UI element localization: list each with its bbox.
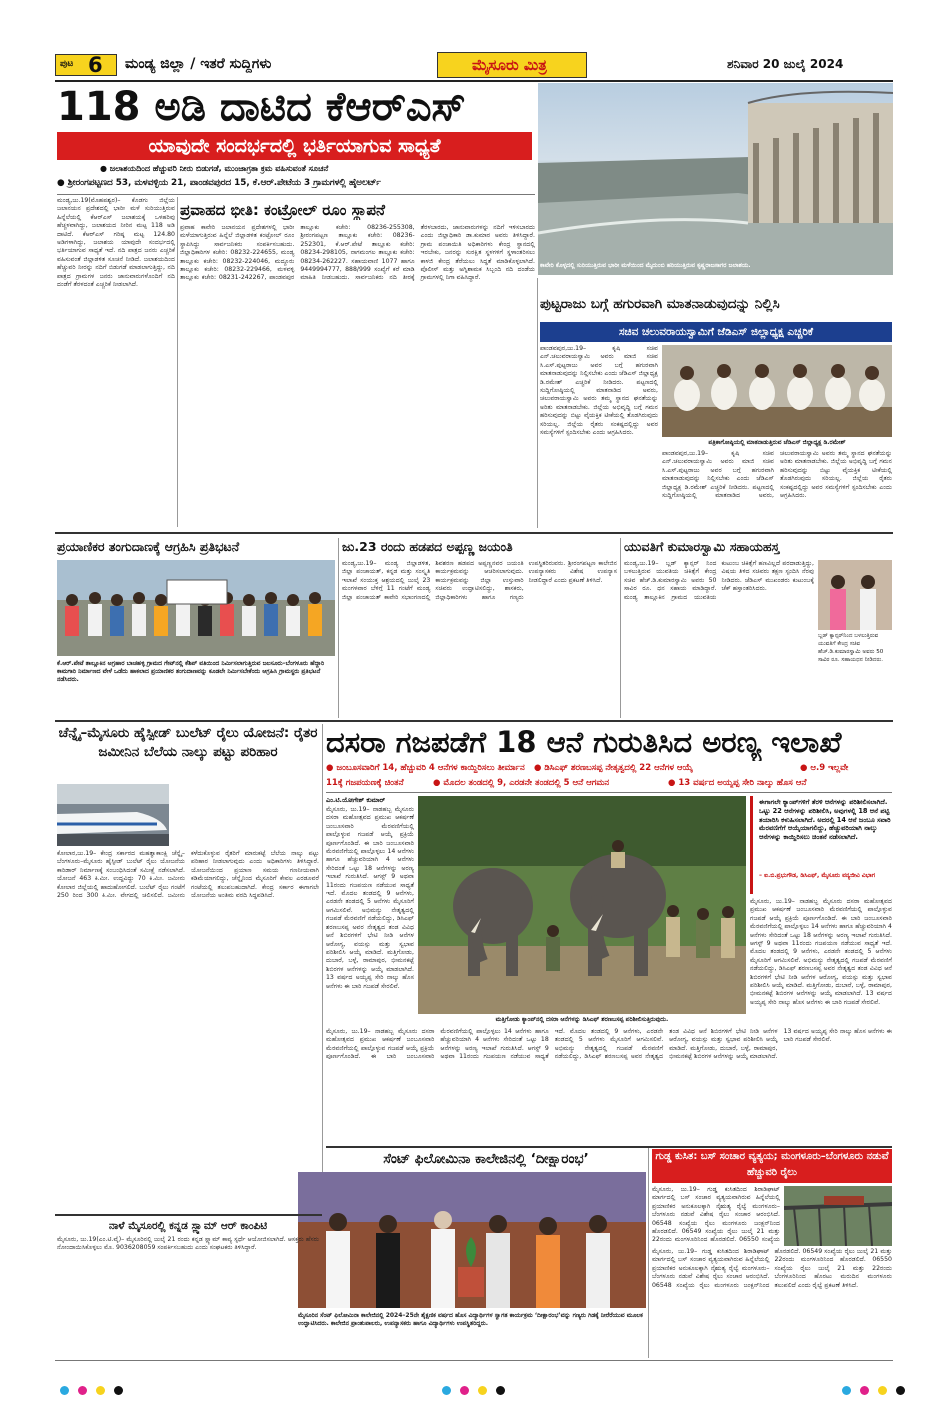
kumaraswamy-caption: ಬ್ಲಡ್ ಕ್ಯಾನ್ಸರ್‌ನಿಂದ ಬಳಲುತ್ತಿರುವ ಯುವತಿಗೆ ಕೇಂದ್ರ ಸಚಿವ ಹೆಚ್.ಡಿ.ಕುಮಾರಸ್ವಾಮಿ ಅವರು 50 ಸಾವಿರ ರೂ. ಸಹಾಯಧನ ನೀಡಿದರು. — [818, 633, 884, 663]
color-bar-center — [440, 1380, 507, 1399]
paper-name-box — [437, 52, 587, 78]
bullet-train-headline: ಚೆನ್ನೈ–ಮೈಸೂರು ಹೈಸ್ಪೀಡ್ ಬುಲೆಟ್ ರೈಲು ಯೋಜನೆ: ರೈತರ ಜಮೀನಿನ ಬೆಲೆಯ ನಾಲ್ಕು ಪಟ್ಟು ಪರಿಹಾರ — [58, 725, 318, 760]
section-rule-2 — [55, 720, 893, 722]
registration-dot-black — [496, 1386, 505, 1395]
kumaraswamy-body: ಮಂಡ್ಯ,ಜು.19– ಬ್ಲಡ್ ಕ್ಯಾನ್ಸರ್ ನಿಂದ ಬಳಲುತ್ತಿರುವ ಯುವತಿಯ ಚಿಕಿತ್ಸೆಗೆ ಕೇಂದ್ರ ಸಚಿವ ಹೆಚ್.ಡಿ.ಕುಮಾರಸ್ವಾಮಿ ಅವರು 50 ಸಾವಿರ ರೂ. ಧನ ಸಹಾಯ ಮಾಡಿದ್ದಾರೆ. ಮಂಡ್ಯ ತಾಲ್ಲೂಕಿನ ಗ್ರಾಮದ ಯುವತಿಯ ಕುಟುಂಬ ಚಿಕಿತ್ಸೆಗೆ ಹಣವಿಲ್ಲದೆ ಪರದಾಡುತ್ತಿದ್ದು, ವಿಷಯ ತಿಳಿದ ಸಚಿವರು ತಕ್ಷಣ ಸ್ಪಂದಿಸಿ ನೆರವು ನೀಡಿದರು. ಜೆಡಿಎಸ್ ಮುಖಂಡರು ಕುಟುಂಬಕ್ಕೆ ಚೆಕ್ ಹಸ್ತಾಂತರಿಸಿದರು. — [624, 560, 814, 601]
registration-dot-cyan — [442, 1386, 451, 1395]
color-bar-left — [58, 1380, 125, 1399]
rail-body-bottom: ಮೈಸೂರು, ಜು.19– ಗುಡ್ಡ ಕುಸಿತದಿಂದ ಶಿರಾಡಿಘಾಟ್ ಮಾರ್ಗದಲ್ಲಿ ಬಸ್ ಸಂಚಾರ ವ್ಯತ್ಯಯವಾಗಿರುವ ಹಿನ್ನೆಲೆಯಲ್ಲಿ ಪ್ರಯಾಣಿಕರ ಅನುಕೂಲಕ್ಕಾಗಿ ನೈಋತ್ಯ ರೈಲ್ವೆ ಮಂಗಳೂರು–ಬೆಂಗಳೂರು ನಡುವೆ ವಿಶೇಷ ರೈಲು ಸಂಚಾರ ಆರಂಭಿಸಿದೆ. 06548 ಸಂಖ್ಯೆಯ ರೈಲು ಮಂಗಳೂರು ಜಂಕ್ಷನ್‌ನಿಂದ ಹೊರಡಲಿದೆ. 06549 ಸಂಖ್ಯೆಯ ರೈಲು ಜುಲೈ 21 ಮತ್ತು 22ರಂದು ಮಂಗಳೂರಿನಿಂದ ಹೊರಡಲಿದೆ. 06550 ಸಂಖ್ಯೆಯ ರೈಲು ಜುಲೈ 21 ಮತ್ತು 22ರಂದು ಬೆಂಗಳೂರಿನಿಂದ ಹೊರಟು ಮರುದಿನ ಮಂಗಳೂರು ತಲುಪಲಿದೆ ಎಂದು ರೈಲ್ವೆ ಪ್ರಕಟಣೆ ತಿಳಿಸಿದೆ. — [652, 1248, 892, 1289]
dasara-quote-box — [750, 796, 892, 894]
col-divider-4 — [620, 538, 621, 718]
dasara-quote-author: – ಐ.ಬಿ.ಪ್ರಭುಗೌಡ, ಡಿಸಿಎಫ್, ಮೈಸೂರು ವನ್ಯಜೀವಿ ವಿಭಾಗ — [759, 872, 876, 879]
krs-photo-caption: ಕಾವೇರಿ ಕೊಳ್ಳದಲ್ಲಿ ಸುರಿಯುತ್ತಿರುವ ಭಾರೀ ಮಳೆಯಿಂದ ಮೈದುಂಬಿ ಹರಿಯುತ್ತಿರುವ ಕೃಷ್ಣರಾಜಸಾಗರ ಜಲಾಶಯ. — [540, 262, 751, 269]
bullet-train-body: ಕೋಲಾರ,ಜು.19– ಕೇಂದ್ರ ಸರ್ಕಾರದ ಮಹತ್ವಾಕಾಂಕ್ಷಿ ಚೆನ್ನೈ–ಬೆಂಗಳೂರು–ಮೈಸೂರು ಹೈಸ್ಪೀಡ್ ಬುಲೆಟ್ ರೈಲು ಯೋಜನೆಯ ಕಾರಿಡಾರ್ ನಿರ್ಮಾಣಕ್ಕೆ ಸಂಬಂಧಿಸಿದಂತೆ ಸಮೀಕ್ಷೆ ನಡೆಸಲಾಗಿದೆ. ಯೋಜನೆ 463 ಕಿ.ಮೀ. ಉದ್ದವಿದ್ದು 70 ಕಿ.ಮೀ. ಜಮೀನು ಕೋಲಾರ ಜಿಲ್ಲೆಯಲ್ಲಿ ಹಾದುಹೋಗಲಿದೆ. ಬುಲೆಟ್ ರೈಲು ಗಂಟೆಗೆ 250 ರಿಂದ 300 ಕಿ.ಮೀ. ವೇಗದಲ್ಲಿ ಚಲಿಸಲಿದೆ. ಜಮೀನು ಕಳೆದುಕೊಳ್ಳುವ ರೈತರಿಗೆ ಮಾರುಕಟ್ಟೆ ಬೆಲೆಯ ನಾಲ್ಕು ಪಟ್ಟು ಪರಿಹಾರ ನೀಡಲಾಗುವುದು ಎಂದು ಅಧಿಕಾರಿಗಳು ತಿಳಿಸಿದ್ದಾರೆ. ಯೋಜನೆಯಿಂದ ಪ್ರಯಾಣ ಸಮಯ ಗಣನೀಯವಾಗಿ ಕಡಿಮೆಯಾಗಲಿದ್ದು, ಚೆನ್ನೈನಿಂದ ಮೈಸೂರಿಗೆ ಕೇವಲ ಎರಡೂವರೆ ಗಂಟೆಯಲ್ಲಿ ತಲುಪಬಹುದಾಗಿದೆ. ಕೇಂದ್ರ ಸರ್ಕಾರ ಈಗಾಗಲೇ ಯೋಜನೆಯ ಅಂತಿಮ ವರದಿ ಸಿದ್ಧಪಡಿಸಿದೆ. — [57, 850, 319, 900]
kumaraswamy-illustration — [818, 560, 892, 630]
puttaraju-body-left: ಪಾಂಡವಪುರ,ಜು.19– ಕೃಷಿ ಸಚಿವ ಎನ್.ಚಲುವರಾಯಸ್ವಾಮಿ ಅವರು ಮಾಜಿ ಸಚಿವ ಸಿ.ಎಸ್.ಪುಟ್ಟರಾಜು ಅವರ ಬಗ್ಗೆ ಹಗುರವಾಗಿ ಮಾತನಾಡುವುದನ್ನು ನಿಲ್ಲಿಸಬೇಕು ಎಂದು ಜೆಡಿಎಸ್ ಜಿಲ್ಲಾಧ್ಯಕ್ಷ ಡಿ.ರಮೇಶ್ ಎಚ್ಚರಿಕೆ ನೀಡಿದರು. ಪಟ್ಟಣದಲ್ಲಿ ಸುದ್ದಿಗೋಷ್ಠಿಯಲ್ಲಿ ಮಾತನಾಡಿದ ಅವರು, ಚಲುವರಾಯಸ್ವಾಮಿ ಅವರು ತಮ್ಮ ಸ್ಥಾನದ ಘನತೆಯನ್ನು ಅರಿತು ಮಾತನಾಡಬೇಕು. ಜಿಲ್ಲೆಯ ಅಭಿವೃದ್ಧಿ ಬಗ್ಗೆ ಗಮನ ಹರಿಸುವುದನ್ನು ಬಿಟ್ಟು ವೈಯಕ್ತಿಕ ಟೀಕೆಯಲ್ಲಿ ತೊಡಗಿರುವುದು ಸರಿಯಲ್ಲ. ಜಿಲ್ಲೆಯ ರೈತರು ಸಂಕಷ್ಟದಲ್ಲಿದ್ದು ಅವರ ಸಮಸ್ಯೆಗಳಿಗೆ ಸ್ಪಂದಿಸಬೇಕು ಎಂದು ಆಗ್ರಹಿಸಿದರು. — [540, 345, 658, 437]
dasara-byline: ಎಂ.ಟಿ.ಯೋಗೇಶ್ ಕುಮಾರ್ — [326, 796, 386, 804]
lead-headline: 118 ಅಡಿ ದಾಟಿದ ಕೆಆರ್‌ಎಸ್ — [57, 84, 466, 130]
kumaraswamy-photo — [818, 560, 892, 630]
dasara-bullet-3: ● ಆ.9 ಇಲ್ಲವೇ — [800, 763, 849, 773]
col-divider-1 — [177, 197, 178, 527]
dasara-quote: ಈಗಾಗಲೇ ಕ್ಯಾಂಪ್‌ಗಳಿಗೆ ತೆರಳಿ ಆನೆಗಳನ್ನು ಪರಿಶೀಲಿಸಲಾಗಿದೆ. ಒಟ್ಟು 22 ಆನೆಗಳನ್ನು ಪರಿಶೀಲಿಸಿ, ಅವುಗಳಲ್ಲಿ 18 ಆನೆ ಪಟ್ಟಿ ತಯಾರಿಸಿ ಕಳುಹಿಸಲಾಗಿದೆ. ಅದರಲ್ಲಿ 14 ಆನೆ ಜಂಬೂ ಸವಾರಿ ಮೆರವಣಿಗೆಗೆ ಆಯ್ಕೆಯಾಗಲಿದ್ದು, ಹೆಚ್ಚುವರಿಯಾಗಿ ನಾಲ್ಕು ಆನೆಗಳನ್ನು ಕಾಯ್ದಿರಿಸಲು ಚಿಂತನೆ ನಡೆಸಲಾಗಿದೆ. — [759, 798, 891, 842]
control-room-body: ಪ್ರವಾಹ ಕಾವೇರಿ ಜಲಾನಯನ ಪ್ರದೇಶಗಳಲ್ಲಿ ಭಾರೀ ಮಳೆಯಾಗುತ್ತಿರುವ ಹಿನ್ನೆಲೆ ಜಿಲ್ಲಾಡಳಿತ ಕಂಟ್ರೋಲ್ ರೂಂ ಸ್ಥಾಪಿಸಿದ್ದು ಸಾರ್ವಜನಿಕರು ಸಂಪರ್ಕಿಸಬಹುದು. ಜಿಲ್ಲಾಧಿಕಾರಿಗಳ ಕಚೇರಿ: 08232-224655, ಮಂಡ್ಯ ತಾಲ್ಲೂಕು ಕಚೇರಿ: 08232-224046, ಮದ್ದೂರು ತಾಲ್ಲೂಕು ಕಚೇರಿ: 08232-229466, ಮಳವಳ್ಳಿ ತಾಲ್ಲೂಕು ಕಚೇರಿ: 08231-242267, ಪಾಂಡವಪುರ ತಾಲ್ಲೂಕು ಕಚೇರಿ: 08236-255308, ಶ್ರೀರಂಗಪಟ್ಟಣ ತಾಲ್ಲೂಕು ಕಚೇರಿ: 08236-252301, ಕೆ.ಆರ್.ಪೇಟೆ ತಾಲ್ಲೂಕು ಕಚೇರಿ: 08234-298105, ನಾಗಮಂಗಲ ತಾಲ್ಲೂಕು ಕಚೇರಿ: 08234-262227. ಸಹಾಯವಾಣಿ 1077 ಹಾಗೂ 9449994777, 888/999 ಸಂಖ್ಯೆಗೆ ಕರೆ ಮಾಡಿ ಮಾಹಿತಿ ನೀಡಬಹುದು. ಸಾರ್ವಜನಿಕರು ನದಿ ತೀರಕ್ಕೆ ತೆರಳಬಾರದು, ಜಾನುವಾರುಗಳನ್ನು ನದಿಗೆ ಇಳಿಸಬಾರದು ಎಂದು ಜಿಲ್ಲಾಧಿಕಾರಿ ಡಾ.ಕುಮಾರ ಅವರು ತಿಳಿಸಿದ್ದಾರೆ. ಗ್ರಾಮ ಪಂಚಾಯಿತಿ ಅಧಿಕಾರಿಗಳು ಕೇಂದ್ರ ಸ್ಥಾನದಲ್ಲಿ ಇರಬೇಕು, ಜನರನ್ನು ಸುರಕ್ಷಿತ ಸ್ಥಳಗಳಿಗೆ ಸ್ಥಳಾಂತರಿಸಲು ಕಾಳಜಿ ಕೇಂದ್ರ ತೆರೆಯಲು ಸಿದ್ಧತೆ ಮಾಡಿಕೊಳ್ಳಲಾಗಿದೆ. ಪೊಲೀಸ್ ಮತ್ತು ಅಗ್ನಿಶಾಮಕ ಸಿಬ್ಬಂದಿ ನದಿ ದಂಡೆಯ ಗ್ರಾಮಗಳಲ್ಲಿ ನಿಗಾ ವಹಿಸಿದ್ದಾರೆ. — [180, 224, 535, 282]
registration-dot-black — [896, 1386, 905, 1395]
elephants-photo — [418, 796, 746, 1014]
dasara-rule — [326, 792, 892, 793]
registration-dot-yellow — [478, 1386, 487, 1395]
paper-name: ಮೈಸೂರು ಮಿತ್ರ — [472, 56, 547, 74]
press-meet-caption: ಪತ್ರಿಕಾಗೋಷ್ಠಿಯಲ್ಲಿ ಮಾತನಾಡುತ್ತಿರುವ ಜೆಡಿಎಸ್ ಜಿಲ್ಲಾಧ್ಯಕ್ಷ ಡಿ.ರಮೇಶ್ — [708, 439, 846, 446]
dasara-body-left: ಮೈಸೂರು, ಜು.19– ನಾಡಹಬ್ಬ ಮೈಸೂರು ದಸರಾ ಮಹೋತ್ಸವದ ಪ್ರಮುಖ ಆಕರ್ಷಣೆ ಜಂಬೂಸವಾರಿ ಮೆರವಣಿಗೆಯಲ್ಲಿ ಪಾಲ್ಗೊಳ್ಳುವ ಗಜಪಡೆ ಆಯ್ಕೆ ಪ್ರಕ್ರಿಯೆ ಪೂರ್ಣಗೊಂಡಿದೆ. ಈ ಬಾರಿ ಜಂಬೂಸವಾರಿ ಮೆರವಣಿಗೆಯಲ್ಲಿ ಪಾಲ್ಗೊಳ್ಳಲು 14 ಆನೆಗಳು ಹಾಗೂ ಹೆಚ್ಚುವರಿಯಾಗಿ 4 ಆನೆಗಳು ಸೇರಿದಂತೆ ಒಟ್ಟು 18 ಆನೆಗಳನ್ನು ಅರಣ್ಯ ಇಲಾಖೆ ಗುರುತಿಸಿದೆ. ಆಗಸ್ಟ್ 9 ಅಥವಾ 11ರಂದು ಗಜಪಯಣ ನಡೆಯುವ ಸಾಧ್ಯತೆ ಇದೆ. ಮೊದಲ ತಂಡದಲ್ಲಿ 9 ಆನೆಗಳು, ಎರಡನೇ ತಂಡದಲ್ಲಿ 5 ಆನೆಗಳು ಮೈಸೂರಿಗೆ ಆಗಮಿಸಲಿವೆ. ಅಭಿಮನ್ಯು ನೇತೃತ್ವದಲ್ಲಿ ಗಜಪಡೆ ಮೆರವಣಿಗೆ ನಡೆಯಲಿದ್ದು, ಡಿಸಿಎಫ್ ಶರಣಬಸಪ್ಪ ಅವರ ನೇತೃತ್ವದ ತಂಡ ವಿವಿಧ ಆನೆ ಶಿಬಿರಗಳಿಗೆ ಭೇಟಿ ನೀಡಿ ಆನೆಗಳ ಆರೋಗ್ಯ, ವಯಸ್ಸು ಮತ್ತು ಸ್ವಭಾವ ಪರಿಶೀಲಿಸಿ ಆಯ್ಕೆ ಮಾಡಿದೆ. ಮತ್ತಿಗೋಡು, ದುಬಾರೆ, ಬಳ್ಳೆ, ರಾಮಾಪುರ, ಭೀಮನಕಟ್ಟೆ ಶಿಬಿರಗಳ ಆನೆಗಳನ್ನು ಆಯ್ಕೆ ಮಾಡಲಾಗಿದೆ. 13 ವರ್ಷದ ಅಯ್ಯಪ್ಪ ಸೇರಿ ನಾಲ್ಕು ಹೊಸ ಆನೆಗಳು ಈ ಬಾರಿ ಗಜಪಡೆ ಸೇರಲಿವೆ. — [326, 806, 414, 990]
jayanthi-headline: ಜು.23 ರಂದು ಹಡಪದ ಅಪ್ಪಣ್ಣ ಜಯಂತಿ — [342, 539, 513, 554]
dasara-bullet-5: ● ಮೊದಲ ತಂಡದಲ್ಲಿ 9, ಎರಡನೇ ತಂಡದಲ್ಲಿ 5 ಆನೆ ಆಗಮನ — [433, 778, 610, 788]
bullet-train-photo — [57, 784, 169, 846]
dasara-bullet-6: ● 13 ವರ್ಷದ ಅಯ್ಯಪ್ಪ ಸೇರಿ ನಾಲ್ಕು ಹೊಸ ಆನೆ — [668, 778, 807, 788]
krs-dam-photo — [538, 83, 893, 275]
masthead — [55, 52, 893, 78]
puttaraju-headline: ಪುಟ್ಟರಾಜು ಬಗ್ಗೆ ಹಗುರವಾಗಿ ಮಾತನಾಡುವುದನ್ನು ನಿಲ್ಲಿಸಿ — [540, 296, 780, 312]
rally-headline: ನಾಳೆ ಮೈಸೂರಲ್ಲಿ ಕನ್ನಡ ಸ್ಲ್ಯಾಮ್ ಆರ್ ಕಾಂಪಿಟಿ — [108, 1220, 268, 1232]
lead-subhead: ಯಾವುದೇ ಸಂದರ್ಭದಲ್ಲಿ ಭರ್ತಿಯಾಗುವ ಸಾಧ್ಯತೆ — [57, 132, 532, 160]
elephants-caption: ಮತ್ತಿಗೋಡು ಕ್ಯಾಂಪ್‌ನಲ್ಲಿ ದಸರಾ ಆನೆಗಳನ್ನು ಡಿಸಿಎಫ್ ಶರಣಬಸಪ್ಪ ಪರಿಶೀಲಿಸುತ್ತಿರುವುದು. — [495, 1016, 669, 1023]
masthead-rule — [55, 80, 893, 82]
registration-dot-magenta — [78, 1386, 87, 1395]
section-rule-4 — [55, 1214, 322, 1216]
philomena-photo — [298, 1172, 646, 1308]
issue-date: ಶನಿವಾರ 20 ಜುಲೈ 2024 — [727, 57, 844, 71]
philomena-illustration — [298, 1172, 646, 1308]
elephants-illustration — [418, 796, 746, 1014]
col-divider-5 — [322, 724, 323, 1212]
rail-headline: ಗುಡ್ಡ ಕುಸಿತ: ಬಸ್ ಸಂಚಾರ ವ್ಯತ್ಯಯ; ಮಂಗಳೂರು–ಬೆಂಗಳೂರು ನಡುವೆ ಹೆಚ್ಚುವರಿ ರೈಲು — [652, 1149, 892, 1183]
rally-body: ಮೈಸೂರು, ಜು.19(ಎಂ.ಟಿ.ವೈ)– ಮೈಸೂರಿನಲ್ಲಿ ಜುಲೈ 21 ರಂದು ಕನ್ನಡ ಸ್ಲ್ಯಾಮ್ ಕಾವ್ಯ ಸ್ಪರ್ಧೆ ಆಯೋಜಿಸಲಾಗಿದೆ. ಆಸಕ್ತರು ಹೆಸರು ನೋಂದಾಯಿಸಿಕೊಳ್ಳಲು ಮೊ. 9036208059 ಸಂಪರ್ಕಿಸಬಹುದು ಎಂದು ಸಂಘಟಕರು ತಿಳಿಸಿದ್ದಾರೆ. — [57, 1236, 319, 1252]
kumaraswamy-headline: ಯುವತಿಗೆ ಕುಮಾರಸ್ವಾಮಿ ಸಹಾಯಹಸ್ತ — [624, 539, 780, 554]
dasara-body-bottom: ಮೈಸೂರು, ಜು.19– ನಾಡಹಬ್ಬ ಮೈಸೂರು ದಸರಾ ಮಹೋತ್ಸವದ ಪ್ರಮುಖ ಆಕರ್ಷಣೆ ಜಂಬೂಸವಾರಿ ಮೆರವಣಿಗೆಯಲ್ಲಿ ಪಾಲ್ಗೊಳ್ಳುವ ಗಜಪಡೆ ಆಯ್ಕೆ ಪ್ರಕ್ರಿಯೆ ಪೂರ್ಣಗೊಂಡಿದೆ. ಈ ಬಾರಿ ಜಂಬೂಸವಾರಿ ಮೆರವಣಿಗೆಯಲ್ಲಿ ಪಾಲ್ಗೊಳ್ಳಲು 14 ಆನೆಗಳು ಹಾಗೂ ಹೆಚ್ಚುವರಿಯಾಗಿ 4 ಆನೆಗಳು ಸೇರಿದಂತೆ ಒಟ್ಟು 18 ಆನೆಗಳನ್ನು ಅರಣ್ಯ ಇಲಾಖೆ ಗುರುತಿಸಿದೆ. ಆಗಸ್ಟ್ 9 ಅಥವಾ 11ರಂದು ಗಜಪಯಣ ನಡೆಯುವ ಸಾಧ್ಯತೆ ಇದೆ. ಮೊದಲ ತಂಡದಲ್ಲಿ 9 ಆನೆಗಳು, ಎರಡನೇ ತಂಡದಲ್ಲಿ 5 ಆನೆಗಳು ಮೈಸೂರಿಗೆ ಆಗಮಿಸಲಿವೆ. ಅಭಿಮನ್ಯು ನೇತೃತ್ವದಲ್ಲಿ ಗಜಪಡೆ ಮೆರವಣಿಗೆ ನಡೆಯಲಿದ್ದು, ಡಿಸಿಎಫ್ ಶರಣಬಸಪ್ಪ ಅವರ ನೇತೃತ್ವದ ತಂಡ ವಿವಿಧ ಆನೆ ಶಿಬಿರಗಳಿಗೆ ಭೇಟಿ ನೀಡಿ ಆನೆಗಳ ಆರೋಗ್ಯ, ವಯಸ್ಸು ಮತ್ತು ಸ್ವಭಾವ ಪರಿಶೀಲಿಸಿ ಆಯ್ಕೆ ಮಾಡಿದೆ. ಮತ್ತಿಗೋಡು, ದುಬಾರೆ, ಬಳ್ಳೆ, ರಾಮಾಪುರ, ಭೀಮನಕಟ್ಟೆ ಶಿಬಿರಗಳ ಆನೆಗಳನ್ನು ಆಯ್ಕೆ ಮಾಡಲಾಗಿದೆ. 13 ವರ್ಷದ ಅಯ್ಯಪ್ಪ ಸೇರಿ ನಾಲ್ಕು ಹೊಸ ಆನೆಗಳು ಈ ಬಾರಿ ಗಜಪಡೆ ಸೇರಲಿವೆ. — [326, 1028, 892, 1061]
registration-dot-magenta — [460, 1386, 469, 1395]
protest-caption: ಕೆ.ಆರ್.ಪೇಟೆ ತಾಲ್ಲೂಕಿನ ಅಗ್ರಹಾರ ಬಾಚಹಳ್ಳಿ ಗ್ರಾಮದ ಗೇಟ್‌ನಲ್ಲಿ ಕೆಶಿಪ್ ವತಿಯಿಂದ ನಿರ್ಮಿಸಲಾಗುತ್ತಿರುವ ಜಲಸೂರು–ಬೆಂಗಳೂರು ಹೆದ್ದಾರಿ ಕಾಮಗಾರಿ ನಿರ್ಮಾಣದ ವೇಳೆ ಒಡೆದು ಹಾಕಲಾದ ಪ್ರಯಾಣಿಕರ ತಂಗುದಾಣವನ್ನು ಕೂಡಲೇ ನಿರ್ಮಿಸಬೇಕೆಂದು ಆಗ್ರಹಿಸಿ ಗ್ರಾಮಸ್ಥರು ಪ್ರತಿಭಟನೆ ನಡೆಸಿದರು. — [57, 660, 325, 683]
registration-dot-yellow — [96, 1386, 105, 1395]
press-meet-illustration — [662, 345, 892, 437]
col-divider-2 — [537, 278, 538, 528]
lead-bullet-1: ● ಜಲಾಶಯದಿಂದ ಹೆಚ್ಚುವರಿ ನೀರು ಬಿಡುಗಡೆ, ಮುಂಜಾಗ್ರತಾ ಕ್ರಮ ವಹಿಸುವಂತೆ ಸೂಚನೆ — [100, 164, 329, 173]
registration-dot-black — [114, 1386, 123, 1395]
jayanthi-body: ಮಂಡ್ಯ,ಜು.19– ಮಂಡ್ಯ ಜಿಲ್ಲಾಡಳಿತ, ಜಿಲ್ಲಾ ಪಂಚಾಯತ್, ಕನ್ನಡ ಮತ್ತು ಸಂಸ್ಕೃತಿ ಇಲಾಖೆ ಸಂಯುಕ್ತ ಆಶ್ರಯದಲ್ಲಿ ಜುಲೈ 23 ಮಂಗಳವಾರ ಬೆಳಿಗ್ಗೆ 11 ಗಂಟೆಗೆ ಮಂಡ್ಯ ಜಿಲ್ಲಾ ಪಂಚಾಯತ್ ಕಾವೇರಿ ಸಭಾಂಗಣದಲ್ಲಿ ಶಿವಶರಣ ಹಡಪದ ಅಪ್ಪಣ್ಣನವರ ಜಯಂತಿ ಕಾರ್ಯಕ್ರಮವನ್ನು ಆಚರಿಸಲಾಗುವುದು. ಕಾರ್ಯಕ್ರಮವನ್ನು ಜಿಲ್ಲಾ ಉಸ್ತುವಾರಿ ಸಚಿವರು ಉದ್ಘಾಟಿಸಲಿದ್ದು, ಶಾಸಕರು, ಜಿಲ್ಲಾಧಿಕಾರಿಗಳು ಹಾಗೂ ಗಣ್ಯರು ಉಪಸ್ಥಿತರಿರುವರು. ಶ್ರೀರಂಗಪಟ್ಟಣ ಕಾಲೇಜಿನ ಉಪನ್ಯಾಸಕರು ವಿಶೇಷ ಉಪನ್ಯಾಸ ನೀಡಲಿದ್ದಾರೆ ಎಂದು ಪ್ರಕಟಣೆ ತಿಳಿಸಿದೆ. — [342, 560, 617, 601]
page-label-box — [55, 54, 117, 76]
puttaraju-subhead: ಸಚಿವ ಚಲುವರಾಯಸ್ವಾಮಿಗೆ ಜೆಡಿಎಸ್ ಜಿಲ್ಲಾಧ್ಯಕ್ಷ ಎಚ್ಚರಿಕೆ — [540, 322, 892, 342]
lead-bullet-2: ● ಶ್ರೀರಂಗಪಟ್ಟಣದ 53, ಮಳವಳ್ಳಿಯ 21, ಪಾಂಡವಪುರದ 15, ಕೆ.ಆರ್.ಪೇಟೆಯ 3 ಗ್ರಾಮಗಳಲ್ಲಿ ಹೈಅಲರ್ಟ್ — [57, 178, 381, 188]
rail-bridge-photo — [784, 1186, 892, 1246]
dasara-headline: ದಸರಾ ಗಜಪಡೆಗೆ 18 ಆನೆ ಗುರುತಿಸಿದ ಅರಣ್ಯ ಇಲಾಖೆ — [326, 725, 842, 759]
philomena-caption: ಮೈಸೂರಿನ ಸೆಂಟ್ ಫಿಲೋಮಿನಾ ಕಾಲೇಜಿನಲ್ಲಿ 2024–25ನೇ ಶೈಕ್ಷಣಿಕ ವರ್ಷದ ಹೊಸ ವಿದ್ಯಾರ್ಥಿಗಳ ಸ್ವಾಗತ ಕಾರ್ಯಕ್ರಮ ‘ದೀಕ್ಷಾರಂಭ’ವನ್ನು ಗಣ್ಯರು ಗಿಡಕ್ಕೆ ನೀರೆರೆಯುವ ಮೂಲಕ ಉದ್ಘಾಟಿಸಿದರು. ಕಾಲೇಜಿನ ಪ್ರಾಂಶುಪಾಲರು, ಉಪನ್ಯಾಸಕರು ಹಾಗೂ ವಿದ್ಯಾರ್ಥಿಗಳು ಉಪಸ್ಥಿತರಿದ್ದರು. — [298, 1312, 643, 1327]
control-room-headline: ಪ್ರವಾಹದ ಭೀತಿ: ಕಂಟ್ರೋಲ್ ರೂಂ ಸ್ಥಾಪನೆ — [180, 201, 385, 219]
lead-rule — [57, 194, 535, 195]
rail-body: ಮೈಸೂರು, ಜು.19– ಗುಡ್ಡ ಕುಸಿತದಿಂದ ಶಿರಾಡಿಘಾಟ್ ಮಾರ್ಗದಲ್ಲಿ ಬಸ್ ಸಂಚಾರ ವ್ಯತ್ಯಯವಾಗಿರುವ ಹಿನ್ನೆಲೆಯಲ್ಲಿ ಪ್ರಯಾಣಿಕರ ಅನುಕೂಲಕ್ಕಾಗಿ ನೈಋತ್ಯ ರೈಲ್ವೆ ಮಂಗಳೂರು–ಬೆಂಗಳೂರು ನಡುವೆ ವಿಶೇಷ ರೈಲು ಸಂಚಾರ ಆರಂಭಿಸಿದೆ. 06548 ಸಂಖ್ಯೆಯ ರೈಲು ಮಂಗಳೂರು ಜಂಕ್ಷನ್‌ನಿಂದ ಹೊರಡಲಿದೆ. 06549 ಸಂಖ್ಯೆಯ ರೈಲು ಜುಲೈ 21 ಮತ್ತು 22ರಂದು ಮಂಗಳೂರಿನಿಂದ ಹೊರಡಲಿದೆ. 06550 ಸಂಖ್ಯೆಯ — [652, 1186, 780, 1244]
bullet-train-illustration — [57, 784, 169, 846]
protest-headline: ಪ್ರಯಾಣಿಕರ ತಂಗುದಾಣಕ್ಕೆ ಆಗ್ರಹಿಸಿ ಪ್ರತಿಭಟನೆ — [57, 539, 240, 554]
page-number: 6 — [88, 53, 103, 77]
philomena-headline: ಸೆಂಟ್ ಫಿಲೋಮಿನಾ ಕಾಲೇಜಿನಲ್ಲಿ ‘ದೀಕ್ಷಾರಂಭ’ — [383, 1151, 589, 1167]
footer-rule — [55, 1360, 893, 1361]
dasara-bullet-2: ● ಡಿಸಿಎಫ್ ಶರಣಬಸಪ್ಪ ನೇತೃತ್ವದಲ್ಲಿ 22 ಆನೆಗಳ ಆಯ್ಕೆ — [534, 763, 693, 773]
registration-dot-cyan — [60, 1386, 69, 1395]
section-title: ಮಂಡ್ಯ ಜಿಲ್ಲಾ / ಇತರೆ ಸುದ್ದಿಗಳು — [125, 56, 272, 72]
page-label: ಪುಟ — [60, 59, 74, 69]
section-rule-1 — [55, 532, 893, 534]
protest-photo — [57, 560, 335, 656]
protest-illustration — [57, 560, 335, 656]
color-bar-right — [840, 1380, 907, 1399]
col-divider-6 — [648, 1148, 649, 1358]
dasara-body-right: ಮೈಸೂರು, ಜು.19– ನಾಡಹಬ್ಬ ಮೈಸೂರು ದಸರಾ ಮಹೋತ್ಸವದ ಪ್ರಮುಖ ಆಕರ್ಷಣೆ ಜಂಬೂಸವಾರಿ ಮೆರವಣಿಗೆಯಲ್ಲಿ ಪಾಲ್ಗೊಳ್ಳುವ ಗಜಪಡೆ ಆಯ್ಕೆ ಪ್ರಕ್ರಿಯೆ ಪೂರ್ಣಗೊಂಡಿದೆ. ಈ ಬಾರಿ ಜಂಬೂಸವಾರಿ ಮೆರವಣಿಗೆಯಲ್ಲಿ ಪಾಲ್ಗೊಳ್ಳಲು 14 ಆನೆಗಳು ಹಾಗೂ ಹೆಚ್ಚುವರಿಯಾಗಿ 4 ಆನೆಗಳು ಸೇರಿದಂತೆ ಒಟ್ಟು 18 ಆನೆಗಳನ್ನು ಅರಣ್ಯ ಇಲಾಖೆ ಗುರುತಿಸಿದೆ. ಆಗಸ್ಟ್ 9 ಅಥವಾ 11ರಂದು ಗಜಪಯಣ ನಡೆಯುವ ಸಾಧ್ಯತೆ ಇದೆ. ಮೊದಲ ತಂಡದಲ್ಲಿ 9 ಆನೆಗಳು, ಎರಡನೇ ತಂಡದಲ್ಲಿ 5 ಆನೆಗಳು ಮೈಸೂರಿಗೆ ಆಗಮಿಸಲಿವೆ. ಅಭಿಮನ್ಯು ನೇತೃತ್ವದಲ್ಲಿ ಗಜಪಡೆ ಮೆರವಣಿಗೆ ನಡೆಯಲಿದ್ದು, ಡಿಸಿಎಫ್ ಶರಣಬಸಪ್ಪ ಅವರ ನೇತೃತ್ವದ ತಂಡ ವಿವಿಧ ಆನೆ ಶಿಬಿರಗಳಿಗೆ ಭೇಟಿ ನೀಡಿ ಆನೆಗಳ ಆರೋಗ್ಯ, ವಯಸ್ಸು ಮತ್ತು ಸ್ವಭಾವ ಪರಿಶೀಲಿಸಿ ಆಯ್ಕೆ ಮಾಡಿದೆ. ಮತ್ತಿಗೋಡು, ದುಬಾರೆ, ಬಳ್ಳೆ, ರಾಮಾಪುರ, ಭೀಮನಕಟ್ಟೆ ಶಿಬಿರಗಳ ಆನೆಗಳನ್ನು ಆಯ್ಕೆ ಮಾಡಲಾಗಿದೆ. 13 ವರ್ಷದ ಅಯ್ಯಪ್ಪ ಸೇರಿ ನಾಲ್ಕು ಹೊಸ ಆನೆಗಳು ಈ ಬಾರಿ ಗಜಪಡೆ ಸೇರಲಿವೆ. — [750, 898, 892, 1006]
dam-illustration — [538, 83, 893, 275]
registration-dot-yellow — [878, 1386, 887, 1395]
press-meet-photo — [662, 345, 892, 437]
dasara-bullet-4: 11ಕ್ಕೆ ಗಜಪಯಣಕ್ಕೆ ಚಿಂತನೆ — [326, 778, 404, 788]
registration-dot-magenta — [860, 1386, 869, 1395]
puttaraju-body-right: ಪಾಂಡವಪುರ,ಜು.19– ಕೃಷಿ ಸಚಿವ ಎನ್.ಚಲುವರಾಯಸ್ವಾಮಿ ಅವರು ಮಾಜಿ ಸಚಿವ ಸಿ.ಎಸ್.ಪುಟ್ಟರಾಜು ಅವರ ಬಗ್ಗೆ ಹಗುರವಾಗಿ ಮಾತನಾಡುವುದನ್ನು ನಿಲ್ಲಿಸಬೇಕು ಎಂದು ಜೆಡಿಎಸ್ ಜಿಲ್ಲಾಧ್ಯಕ್ಷ ಡಿ.ರಮೇಶ್ ಎಚ್ಚರಿಕೆ ನೀಡಿದರು. ಪಟ್ಟಣದಲ್ಲಿ ಸುದ್ದಿಗೋಷ್ಠಿಯಲ್ಲಿ ಮಾತನಾಡಿದ ಅವರು, ಚಲುವರಾಯಸ್ವಾಮಿ ಅವರು ತಮ್ಮ ಸ್ಥಾನದ ಘನತೆಯನ್ನು ಅರಿತು ಮಾತನಾಡಬೇಕು. ಜಿಲ್ಲೆಯ ಅಭಿವೃದ್ಧಿ ಬಗ್ಗೆ ಗಮನ ಹರಿಸುವುದನ್ನು ಬಿಟ್ಟು ವೈಯಕ್ತಿಕ ಟೀಕೆಯಲ್ಲಿ ತೊಡಗಿರುವುದು ಸರಿಯಲ್ಲ. ಜಿಲ್ಲೆಯ ರೈತರು ಸಂಕಷ್ಟದಲ್ಲಿದ್ದು ಅವರ ಸಮಸ್ಯೆಗಳಿಗೆ ಸ್ಪಂದಿಸಬೇಕು ಎಂದು ಆಗ್ರಹಿಸಿದರು. — [662, 450, 892, 500]
lead-body: ಮಂಡ್ಯ,ಜು.19(ಮೊಹಪಶ್ವರ)– ಕೊಡಗು ಜಿಲ್ಲೆಯ ಜಲಾನಯನ ಪ್ರದೇಶದಲ್ಲಿ ಭಾರೀ ಮಳೆ ಸುರಿಯುತ್ತಿರುವ ಹಿನ್ನೆಲೆಯಲ್ಲಿ ಕೆಆರ್‌ಎಸ್ ಜಲಾಶಯಕ್ಕೆ ಒಳಹರಿವು ಹೆಚ್ಚಳವಾಗಿದ್ದು, ಜಲಾಶಯದ ನೀರಿನ ಮಟ್ಟ 118 ಅಡಿ ದಾಟಿದೆ. ಕೆಆರ್‌ಎಸ್ ಗರಿಷ್ಠ ಮಟ್ಟ 124.80 ಅಡಿಗಳಾಗಿದ್ದು, ಜಲಾಶಯ ಯಾವುದೇ ಸಂದರ್ಭದಲ್ಲಿ ಭರ್ತಿಯಾಗುವ ಸಾಧ್ಯತೆ ಇದೆ. ನದಿ ಪಾತ್ರದ ಜನರು ಎಚ್ಚರಿಕೆ ವಹಿಸುವಂತೆ ಜಿಲ್ಲಾಡಳಿತ ಸೂಚನೆ ನೀಡಿದೆ. ಜಲಾಶಯದಿಂದ ಹೆಚ್ಚುವರಿ ನೀರನ್ನು ನದಿಗೆ ಬಿಡುಗಡೆ ಮಾಡಲಾಗುತ್ತಿದ್ದು, ನದಿ ಪಾತ್ರದ ಗ್ರಾಮಗಳ ಜನರು ಜಾನುವಾರುಗಳೊಂದಿಗೆ ನದಿ ದಂಡೆಗೆ ತೆರಳದಂತೆ ಎಚ್ಚರಿಕೆ ನೀಡಲಾಗಿದೆ. — [57, 197, 175, 289]
rail-bridge-illustration — [784, 1186, 892, 1246]
registration-dot-cyan — [842, 1386, 851, 1395]
col-divider-3 — [338, 538, 339, 718]
dasara-bullet-1: ● ಜಂಬೂಸವಾರಿಗೆ 14, ಹೆಚ್ಚುವರಿ 4 ಆನೆಗಳ ಕಾಯ್ದಿರಿಸಲು ತೀರ್ಮಾನ — [326, 763, 525, 773]
